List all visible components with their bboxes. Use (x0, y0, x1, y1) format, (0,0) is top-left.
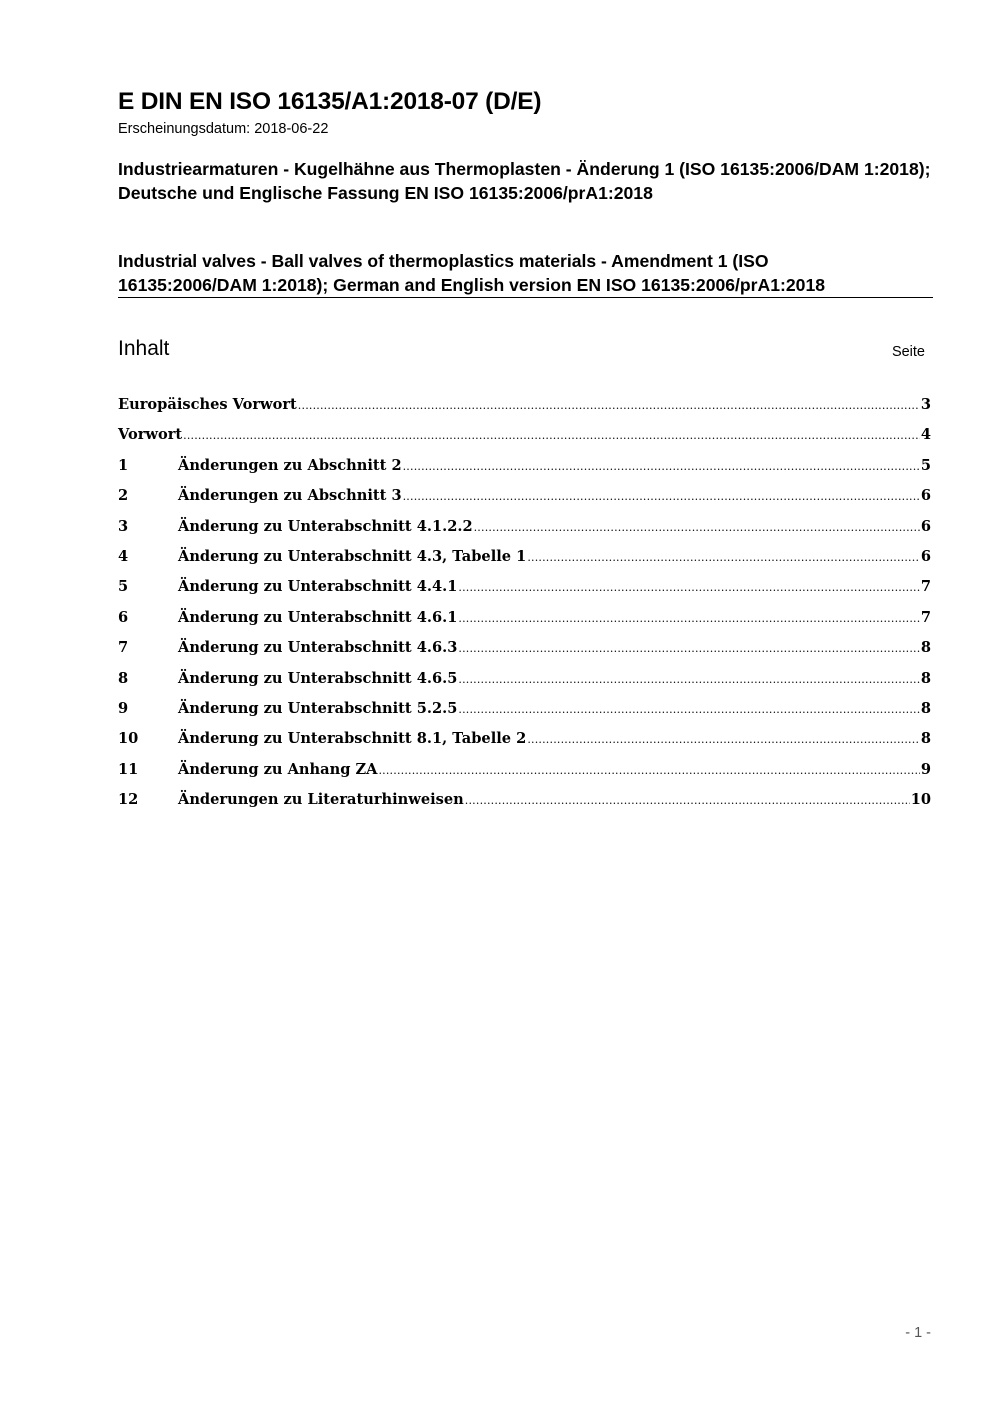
toc-entry-title[interactable]: Änderung zu Unterabschnitt 4.6.1 (178, 608, 458, 626)
toc-entry-title[interactable]: Änderung zu Unterabschnitt 5.2.5 (178, 699, 458, 717)
toc-entry-number: 2 (118, 487, 129, 505)
toc-entry-page[interactable]: 8 (920, 699, 931, 717)
toc-dot-leader (458, 673, 919, 686)
toc-entry-number: 8 (118, 669, 129, 687)
toc-entry-title[interactable]: Änderungen zu Abschnitt 2 (178, 456, 402, 474)
toc-entry[interactable] (118, 548, 931, 578)
toc-dot-leader (465, 794, 910, 807)
toc-dot-leader (527, 733, 920, 746)
toc-entry-page[interactable]: 9 (920, 760, 931, 778)
toc-entry-page[interactable]: 7 (920, 578, 931, 596)
toc-entry[interactable] (118, 700, 931, 730)
toc-entry-page[interactable]: 5 (920, 456, 931, 474)
toc-entry-title[interactable]: Änderung zu Unterabschnitt 4.4.1 (178, 578, 458, 596)
english-title (118, 250, 933, 297)
toc-entry[interactable] (118, 578, 931, 608)
english-title-line-1: Industrial valves - Ball valves of thermoplastics materials - Amendment 1 (ISO (118, 251, 769, 271)
english-title-line-2: 16135:2006/DAM 1:2018); German and English version EN ISO 16135:2006/prA1:2018 (118, 274, 826, 295)
toc-dot-leader (183, 429, 920, 442)
toc-dot-leader (403, 460, 920, 473)
toc-entry-page[interactable]: 3 (920, 396, 931, 413)
toc-entry-page[interactable]: 7 (920, 608, 931, 626)
toc-entry-title[interactable]: Änderung zu Anhang ZA (178, 760, 378, 778)
toc-entry-title[interactable]: Änderungen zu Literaturhinweisen (178, 791, 464, 809)
toc-dot-leader (458, 642, 919, 655)
toc-entry-number: 6 (118, 608, 129, 626)
toc-entry-page[interactable]: 6 (920, 487, 931, 505)
toc-entry-page[interactable]: 6 (920, 517, 931, 535)
toc-entry-title[interactable]: Vorwort (118, 426, 183, 444)
toc-entry-page[interactable]: 6 (920, 547, 931, 565)
title-divider (118, 297, 933, 298)
publication-date: Erscheinungsdatum: 2018-06-22 (118, 121, 329, 137)
toc-dot-leader (403, 490, 920, 503)
page-number: - 1 - (905, 1325, 931, 1341)
toc-entry[interactable] (118, 730, 931, 760)
toc-entry-number: 11 (118, 760, 139, 778)
toc-entry-number: 7 (118, 639, 129, 657)
toc-entry[interactable] (118, 457, 931, 487)
toc-page-column-label: Seite (891, 344, 925, 360)
toc-dot-leader (458, 612, 919, 625)
toc-entry-title[interactable]: Europäisches Vorwort (118, 396, 297, 413)
document-id: E DIN EN ISO 16135/A1:2018-07 (D/E) (118, 88, 542, 115)
german-title: Industriearmaturen - Kugelhähne aus Thermoplasten - Änderung 1 (ISO 16135:2006/DAM 1:2018); Deutsche und Englische Fassung EN ISO 16135:2006/prA1:2018 (118, 159, 931, 203)
toc-entry-page[interactable]: 8 (920, 669, 931, 687)
toc-entry[interactable] (118, 396, 931, 426)
toc-entry-page[interactable]: 8 (920, 639, 931, 657)
toc-entry[interactable] (118, 487, 931, 517)
toc-entry-page[interactable]: 8 (920, 730, 931, 748)
table-of-contents (118, 396, 931, 821)
toc-dot-leader (458, 581, 919, 594)
toc-entry[interactable] (118, 518, 931, 548)
toc-entry-number: 12 (118, 791, 139, 809)
toc-entry-number: 10 (118, 730, 139, 748)
toc-entry-title[interactable]: Änderung zu Unterabschnitt 4.6.5 (178, 669, 458, 687)
toc-entry-number: 5 (118, 578, 129, 596)
toc-entry-number: 4 (118, 547, 129, 565)
toc-entry[interactable] (118, 791, 931, 821)
toc-entry[interactable] (118, 670, 931, 700)
toc-entry[interactable] (118, 639, 931, 669)
toc-entry-number: 9 (118, 699, 129, 717)
toc-entry-page[interactable]: 10 (910, 791, 931, 809)
toc-entry-number: 3 (118, 517, 129, 535)
toc-entry-title[interactable]: Änderung zu Unterabschnitt 4.3, Tabelle 1 (178, 547, 527, 565)
toc-entry-title[interactable]: Änderung zu Unterabschnitt 4.1.2.2 (178, 517, 473, 535)
toc-dot-leader (458, 703, 919, 716)
toc-dot-leader (527, 551, 920, 564)
toc-entry[interactable] (118, 761, 931, 791)
toc-dot-leader (298, 399, 920, 412)
toc-dot-leader (474, 521, 920, 534)
toc-dot-leader (378, 764, 919, 777)
toc-heading: Inhalt (118, 337, 170, 360)
toc-entry-title[interactable]: Änderung zu Unterabschnitt 4.6.3 (178, 639, 458, 657)
toc-entry-title[interactable]: Änderung zu Unterabschnitt 8.1, Tabelle 2 (178, 730, 527, 748)
toc-entry-page[interactable]: 4 (920, 426, 931, 444)
toc-entry-number: 1 (118, 456, 129, 474)
toc-entry[interactable] (118, 609, 931, 639)
toc-entry[interactable] (118, 426, 931, 456)
toc-entry-title[interactable]: Änderungen zu Abschnitt 3 (178, 487, 402, 505)
